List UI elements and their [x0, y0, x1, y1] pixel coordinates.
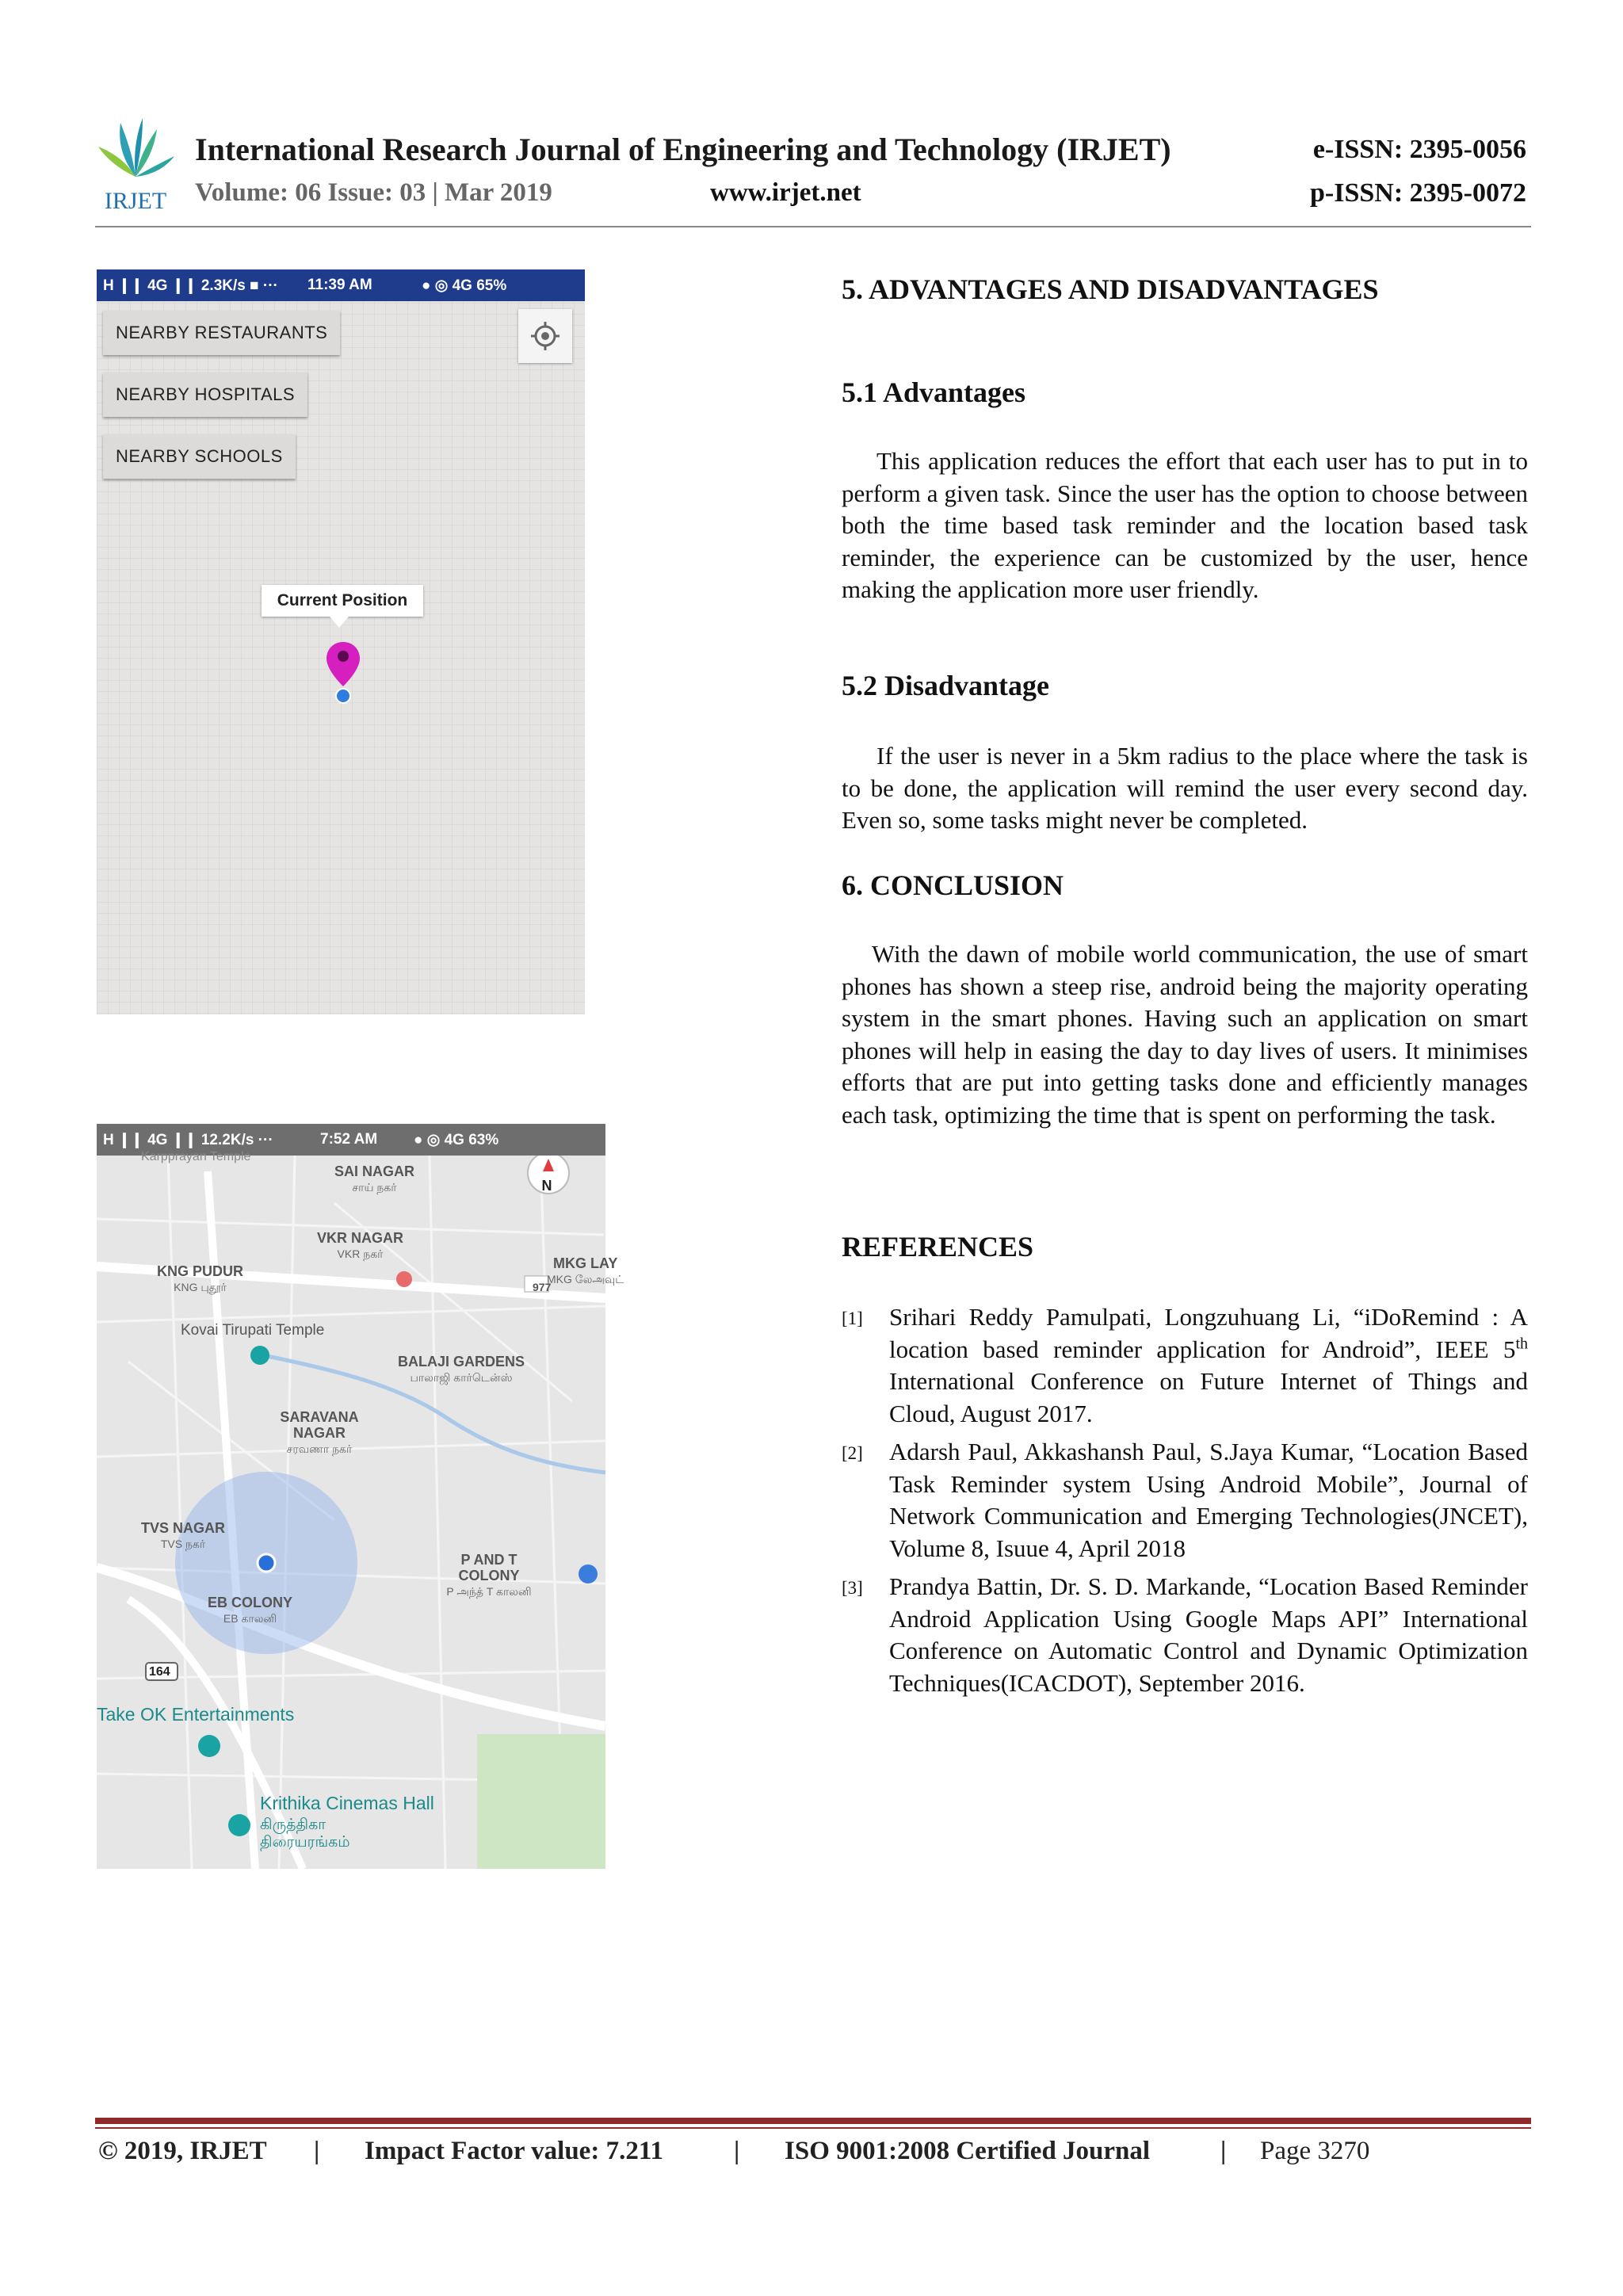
section-5-1-heading: 5.1 Advantages: [842, 376, 1026, 408]
my-location-button[interactable]: [518, 309, 572, 363]
status-right: ● ◎ 4G 63%: [414, 1132, 499, 1148]
irjet-logo: [94, 115, 178, 215]
poi-cinema-label[interactable]: Krithika Cinemas Hall: [260, 1793, 434, 1813]
status-left: H ❙❙ 4G ❙❙ 2.3K/s ■ ···: [103, 277, 278, 294]
marker-info-window: Current Position: [262, 585, 423, 617]
conclusion-paragraph: With the dawn of mobile world communication, the use of smart phones has shown a steep rise, android being the majority operating system in the smart phones. Having such an application on smart phones will help in easing the day to day lives of users. It minimises efforts that are put into getting tasks done and efficiently manages each task, optimizing the time that is spent on performing the task.: [842, 940, 1528, 1129]
status-right: ● ◎ 4G 65%: [422, 277, 507, 294]
nearby-schools-button[interactable]: NEARBY SCHOOLS: [103, 434, 296, 479]
place-label: SARAVANA NAGAR சரவணா நகர்: [280, 1409, 359, 1455]
references-heading: REFERENCES: [842, 1231, 1034, 1263]
footer-rule-thin: [95, 2127, 1531, 2129]
nearby-restaurants-button[interactable]: NEARBY RESTAURANTS: [103, 311, 340, 355]
place-label: Karpprayan Temple: [141, 1150, 251, 1163]
crosshair-icon: [518, 309, 572, 363]
info-window-tail: [323, 617, 355, 632]
map-pin-icon[interactable]: [325, 640, 361, 705]
road-number-164: 164: [149, 1665, 170, 1679]
footer-iso: ISO 9001:2008 Certified Journal: [785, 2137, 1151, 2165]
poi-cinema-sublabel: கிருத்திகா திரையரங்கம்: [260, 1817, 350, 1851]
status-bar: [97, 269, 585, 301]
nearby-hospitals-button[interactable]: NEARBY HOSPITALS: [103, 372, 307, 417]
app-screenshot-map-view: [97, 1124, 624, 1869]
poi-temple-label[interactable]: Kovai Tirupati Temple: [181, 1322, 325, 1339]
section-5-heading: 5. ADVANTAGES AND DISADVANTAGES: [842, 273, 1379, 305]
advantages-paragraph: This application reduces the effort that each user has to put in to perform a given task. Since the user has the option to choose between both the time based task reminder and the location based task reminder, the experience can be customized by the user, hence making the application more user friendly.: [842, 447, 1528, 603]
journal-title: International Research Journal of Engineering and Technology (IRJET): [195, 132, 1171, 167]
header-rule: [95, 226, 1531, 227]
place-label: MKG LAY MKG லேஅவுட்: [547, 1255, 624, 1286]
footer-separator: |: [1220, 2137, 1227, 2165]
status-time: 11:39 AM: [307, 277, 372, 293]
footer-copyright: © 2019, IRJET: [98, 2137, 267, 2165]
journal-website[interactable]: www.irjet.net: [710, 178, 861, 207]
footer-separator: |: [314, 2137, 320, 2165]
section-6-heading: 6. CONCLUSION: [842, 869, 1064, 901]
place-label: TVS NAGAR TVS நகர்: [141, 1520, 226, 1550]
status-left: H ❙❙ 4G ❙❙ 12.2K/s ···: [103, 1132, 273, 1148]
reference-item: [3] Prandya Battin, Dr. S. D. Markande, “Location Based Reminder Android Application Using Google Maps API” International Conference on Automatic Control and Dynamic Optimization Techniques(ICACDOT), September 2016.: [842, 1572, 1528, 1697]
place-label: EB COLONY EB காலனி: [208, 1595, 293, 1625]
reference-item: [2] Adarsh Paul, Akkashansh Paul, S.Jaya Kumar, “Location Based Task Reminder system Using Android Mobile”, Journal of Network Communication and Emerging Technologies(JNCET), Volume 8, Isuue 4, April 2018: [842, 1438, 1528, 1562]
footer-rule-thick: [95, 2118, 1531, 2124]
place-label: KNG PUDUR KNG புதூர்: [157, 1263, 244, 1293]
poi-entertainment-label[interactable]: Take OK Entertainments: [97, 1704, 295, 1725]
place-label: VKR NAGAR VKR நகர்: [317, 1230, 404, 1260]
reference-list: [842, 1301, 1528, 1706]
footer-impact-factor: Impact Factor value: 7.211: [365, 2137, 664, 2165]
compass-label[interactable]: N: [541, 1178, 552, 1194]
status-time: 7:52 AM: [320, 1131, 378, 1148]
logo-wordmark: IRJET: [104, 188, 167, 214]
place-label: SAI NAGAR சாய் நகர்: [334, 1163, 415, 1194]
disadvantage-paragraph: If the user is never in a 5km radius to the place where the task is to be done, the application will remind the user every second day. Even so, some tasks might never be completed.: [842, 742, 1528, 834]
footer-page-number: Page 3270: [1260, 2137, 1370, 2165]
p-issn: p-ISSN: 2395-0072: [1310, 178, 1526, 208]
e-issn: e-ISSN: 2395-0056: [1312, 135, 1526, 164]
volume-issue: Volume: 06 Issue: 03 | Mar 2019: [195, 178, 552, 207]
footer-separator: |: [734, 2137, 740, 2165]
reference-item: [1] Srihari Reddy Pamulpati, Longzuhuang Li, “iDoRemind : A location based reminder application for Android”, IEEE 5th International Conference on Future Internet of Things and Cloud, August 2017.: [842, 1303, 1528, 1427]
section-5-2-heading: 5.2 Disadvantage: [842, 670, 1050, 701]
place-label: BALAJI GARDENS பாலாஜி கார்டென்ஸ்: [398, 1354, 525, 1384]
place-label: P AND T COLONY P அந்த் T காலனி: [446, 1552, 532, 1598]
app-screenshot-nearby-places: [97, 269, 585, 1014]
road-number-977: 977: [533, 1281, 552, 1293]
